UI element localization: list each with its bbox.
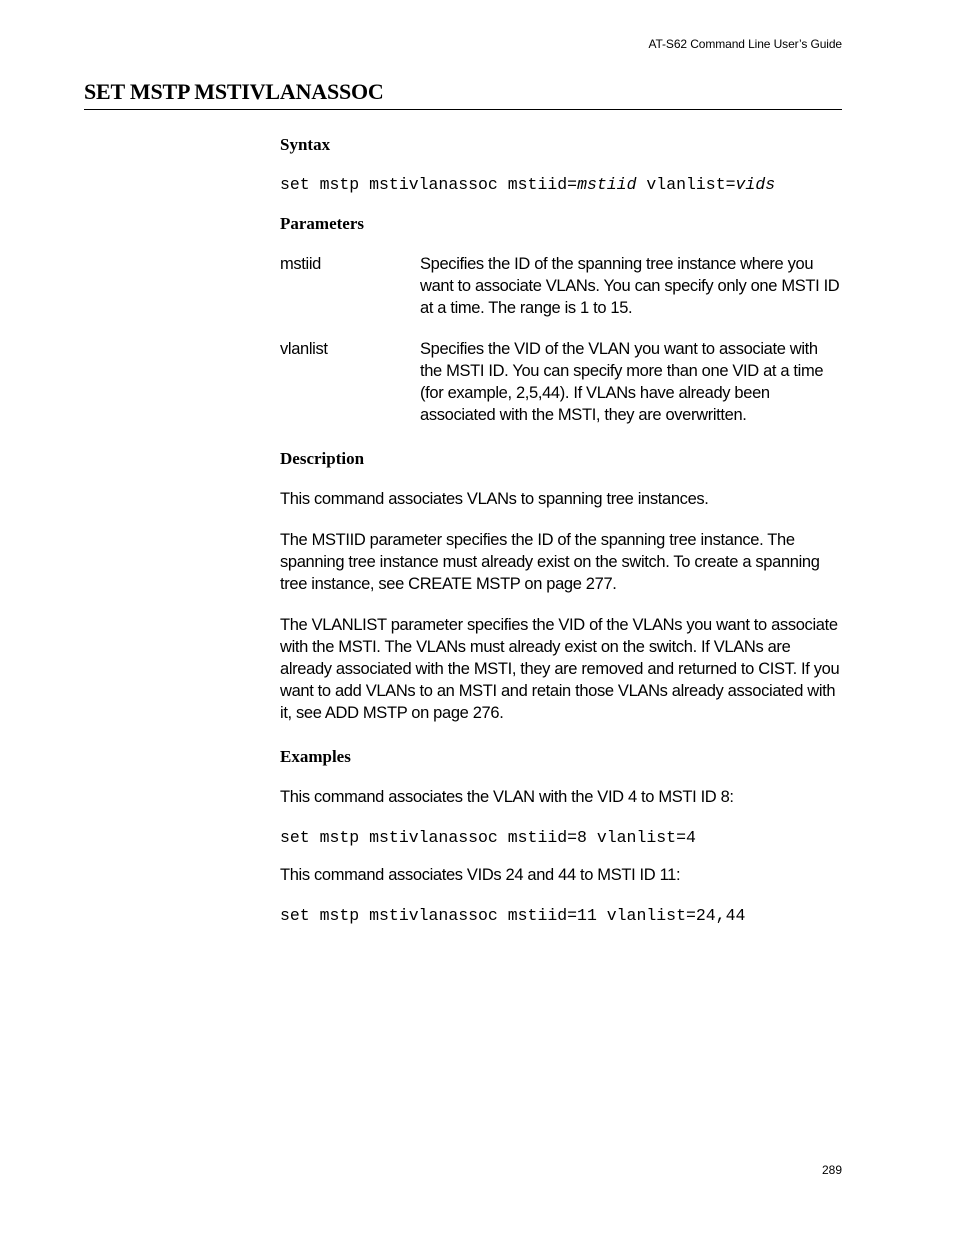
parameter-name: mstiid xyxy=(280,255,321,273)
parameter-description: Specifies the VID of the VLAN you want to associate with the MSTI ID. You can specify more than one VID at a time (for example, 2,5,44). If VLANs have already been associated with the MSTI, they are overwritten. xyxy=(420,340,824,424)
parameters-heading: Parameters xyxy=(280,214,365,233)
running-header: AT-S62 Command Line User’s Guide xyxy=(648,37,842,51)
example-code: set mstp mstivlanassoc mstiid=11 vlanlist=24,44 xyxy=(280,906,746,925)
parameter-row xyxy=(280,338,842,426)
examples-heading: Examples xyxy=(280,747,351,766)
page-title: SET MSTP MSTIVLANASSOC xyxy=(84,79,384,104)
page-number: 289 xyxy=(821,1163,842,1177)
example-text: This command associates the VLAN with the VID 4 to MSTI ID 8: xyxy=(280,788,734,806)
description-paragraph: This command associates VLANs to spanning tree instances. xyxy=(280,490,709,508)
parameter-row xyxy=(280,253,842,319)
example-text: This command associates VIDs 24 and 44 to MSTI ID 11: xyxy=(280,866,681,884)
syntax-arg-mstiid: mstiid xyxy=(577,175,637,194)
description-heading: Description xyxy=(280,449,365,468)
syntax-middle: vlanlist= xyxy=(636,175,736,194)
parameter-name: vlanlist xyxy=(280,340,328,358)
syntax-arg-vids: vids xyxy=(735,175,776,194)
description-paragraph: The MSTIID parameter specifies the ID of the spanning tree instance. The spanning tree instance must already exist on the switch. To create a spanning tree instance, see CREATE MSTP on page 277. xyxy=(280,531,820,593)
title-rule xyxy=(84,109,842,110)
example-code: set mstp mstivlanassoc mstiid=8 vlanlist=4 xyxy=(280,828,696,847)
syntax-code xyxy=(280,174,842,196)
syntax-prefix: set mstp mstivlanassoc mstiid= xyxy=(280,175,578,194)
main-content xyxy=(280,133,842,927)
parameter-description: Specifies the ID of the spanning tree instance where you want to associate VLANs. You can specify only one MSTI ID at a time. The range is 1 to 15. xyxy=(420,255,840,317)
syntax-heading: Syntax xyxy=(280,135,331,154)
description-paragraph: The VLANLIST parameter specifies the VID of the VLANs you want to associate with the MSTI. The VLANs must already exist on the switch. If VLANs are already associated with the MSTI, they are removed and returned to CIST. If you want to add VLANs to an MSTI and retain those VLANs already associated with it, see ADD MSTP on page 276. xyxy=(280,616,840,722)
parameters-table xyxy=(280,253,842,426)
